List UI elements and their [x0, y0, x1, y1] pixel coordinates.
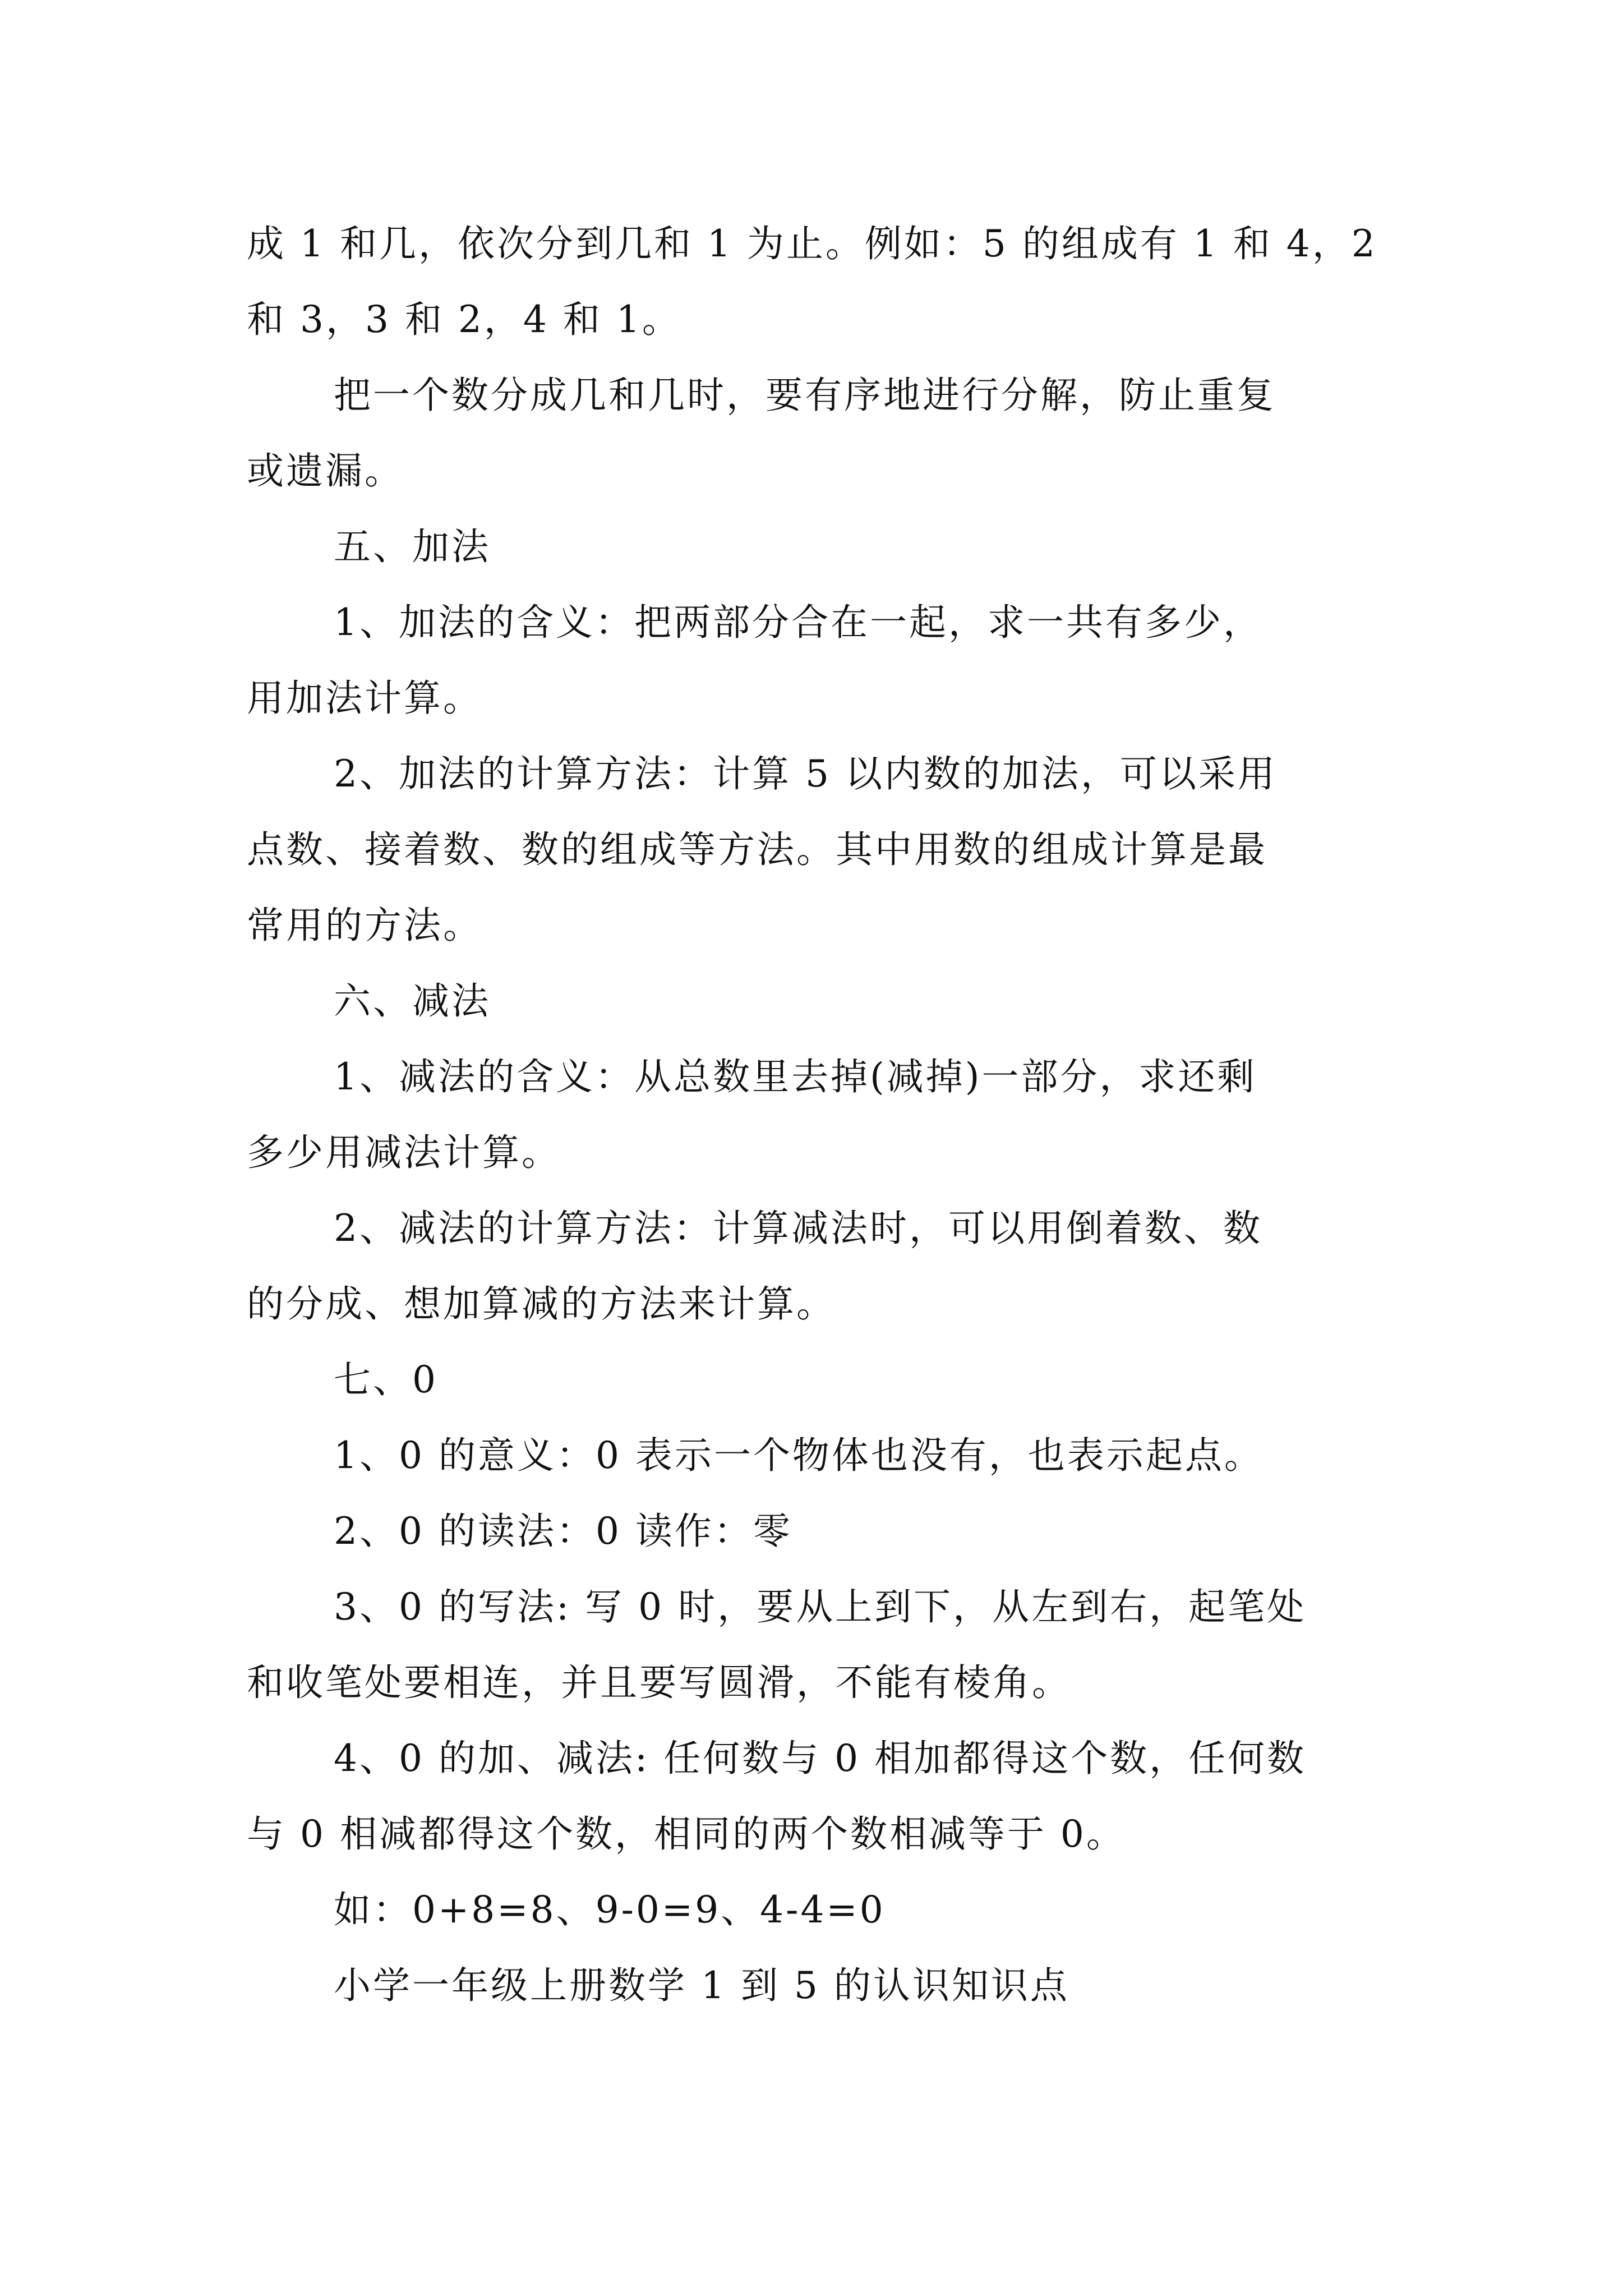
text-line: 和 3，3 和 2，4 和 1。 — [247, 298, 681, 341]
text-line: 2、0 的读法：0 读作：零 — [334, 1510, 792, 1553]
text-line: 点数、接着数、数的组成等方法。其中用数的组成计算是最 — [247, 828, 1267, 871]
text-line: 把一个数分成几和几时，要有序地进行分解，防止重复 — [334, 374, 1276, 417]
text-line: 小学一年级上册数学 1 到 5 的认识知识点 — [334, 1964, 1069, 2007]
section-heading: 七、0 — [334, 1358, 438, 1401]
section-heading: 六、减法 — [334, 979, 491, 1023]
text-line: 和收笔处要相连，并且要写圆滑，不能有棱角。 — [247, 1661, 1071, 1704]
text-line: 或遗漏。 — [247, 449, 404, 493]
text-line: 如：0+8=8、9-0=9、4-4=0 — [334, 1888, 886, 1931]
text-line: 1、加法的含义：把两部分合在一起，求一共有多少， — [334, 601, 1262, 644]
text-line: 3、0 的写法: 写 0 时，要从上到下，从左到右，起笔处 — [334, 1585, 1307, 1628]
text-line: 1、减法的含义：从总数里去掉(减掉)一部分，求还剩 — [334, 1055, 1257, 1098]
text-line: 1、0 的意义：0 表示一个物体也没有，也表示起点。 — [334, 1434, 1264, 1477]
text-line: 常用的方法。 — [247, 904, 482, 947]
text-line: 2、加法的计算方法：计算 5 以内数的加法，可以采用 — [334, 752, 1277, 795]
section-heading: 五、加法 — [334, 525, 491, 568]
text-line: 用加法计算。 — [247, 677, 482, 720]
text-line: 2、减法的计算方法：计算减法时，可以用倒着数、数 — [334, 1207, 1262, 1250]
text-line: 成 1 和几，依次分到几和 1 为止。例如：5 的组成有 1 和 4，2 — [247, 222, 1377, 265]
text-line: 的分成、想加算减的方法来计算。 — [247, 1282, 836, 1326]
text-line: 与 0 相减都得这个数，相同的两个数相减等于 0。 — [247, 1812, 1126, 1856]
text-line: 4、0 的加、减法: 任何数与 0 相加都得这个数，任何数 — [334, 1737, 1307, 1780]
text-line: 多少用减法计算。 — [247, 1131, 561, 1174]
